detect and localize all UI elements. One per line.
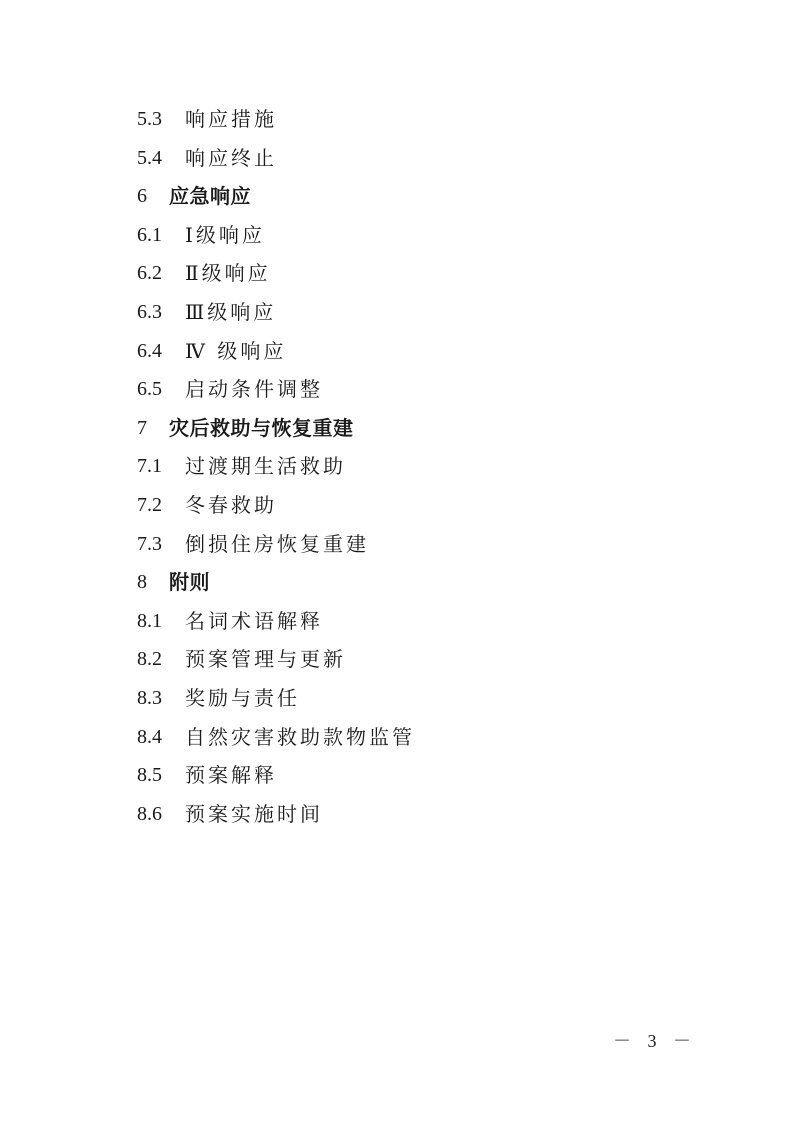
toc-entry-title: 响应措施 [185, 107, 277, 131]
toc-chapter-title: 灾后救助与恢复重建 [169, 415, 354, 440]
toc-entry-number: 8.2 [137, 648, 162, 671]
table-of-contents [137, 100, 737, 833]
toc-chapter-number: 8 [137, 571, 147, 594]
toc-entry[interactable] [137, 447, 737, 486]
toc-entry-number: 7.3 [137, 532, 162, 555]
page-number: － 3 － [613, 1031, 697, 1051]
toc-entry-number: 5.3 [137, 108, 162, 130]
toc-entry[interactable] [137, 332, 737, 371]
toc-entry-title: 奖励与责任 [185, 685, 300, 710]
toc-chapter[interactable] [137, 177, 737, 216]
toc-entry-title: 响应终止 [185, 145, 277, 170]
toc-entry[interactable] [137, 100, 737, 139]
toc-entry-number: 8.1 [137, 609, 162, 632]
toc-entry-number: 6.1 [137, 223, 162, 246]
toc-chapter-number: 7 [137, 416, 147, 439]
toc-entry-number: 8.3 [137, 686, 162, 709]
toc-chapter[interactable] [137, 409, 737, 448]
toc-entry-title: Ⅳ 级响应 [185, 338, 287, 363]
toc-entry-title: 启动条件调整 [185, 377, 323, 402]
toc-entry-number: 5.4 [137, 146, 162, 169]
toc-entry[interactable] [137, 254, 737, 293]
toc-chapter[interactable] [137, 563, 737, 602]
toc-entry-title: 名词术语解释 [185, 608, 323, 633]
toc-entry[interactable] [137, 718, 737, 757]
toc-entry-title: 冬春救助 [185, 492, 277, 517]
toc-entry-number: 6.3 [137, 300, 162, 323]
toc-entry[interactable] [137, 293, 737, 332]
toc-entry[interactable] [137, 795, 737, 834]
toc-entry[interactable] [137, 525, 737, 564]
toc-entry-number: 6.4 [137, 339, 162, 362]
toc-entry[interactable] [137, 139, 737, 178]
toc-entry-title: 过渡期生活救助 [185, 454, 346, 479]
toc-entry[interactable] [137, 370, 737, 409]
toc-entry-title: 预案解释 [185, 763, 277, 788]
toc-entry-number: 7.2 [137, 493, 162, 516]
toc-entry-number: 8.6 [137, 802, 162, 825]
toc-entry[interactable] [137, 216, 737, 255]
toc-chapter-title: 附则 [169, 570, 210, 595]
toc-entry-title: 自然灾害救助款物监管 [185, 724, 415, 749]
toc-entry[interactable] [137, 679, 737, 718]
toc-entry-number: 8.4 [137, 725, 162, 748]
toc-entry-number: 7.1 [137, 455, 162, 478]
toc-entry[interactable] [137, 486, 737, 525]
toc-chapter-number: 6 [137, 185, 147, 208]
toc-entry[interactable] [137, 602, 737, 641]
toc-entry-title: 预案实施时间 [185, 801, 323, 826]
toc-chapter-title: 应急响应 [169, 184, 251, 209]
toc-entry[interactable] [137, 756, 737, 795]
toc-entry-number: 6.5 [137, 378, 162, 401]
toc-entry-title: Ⅱ级响应 [185, 261, 271, 286]
toc-entry-number: 6.2 [137, 262, 162, 285]
toc-entry-title: Ⅰ级响应 [185, 222, 265, 247]
toc-entry[interactable] [137, 640, 737, 679]
toc-entry-title: 预案管理与更新 [185, 647, 346, 672]
toc-entry-number: 8.5 [137, 764, 162, 787]
toc-entry-title: Ⅲ级响应 [185, 299, 277, 324]
toc-entry-title: 倒损住房恢复重建 [185, 531, 369, 556]
